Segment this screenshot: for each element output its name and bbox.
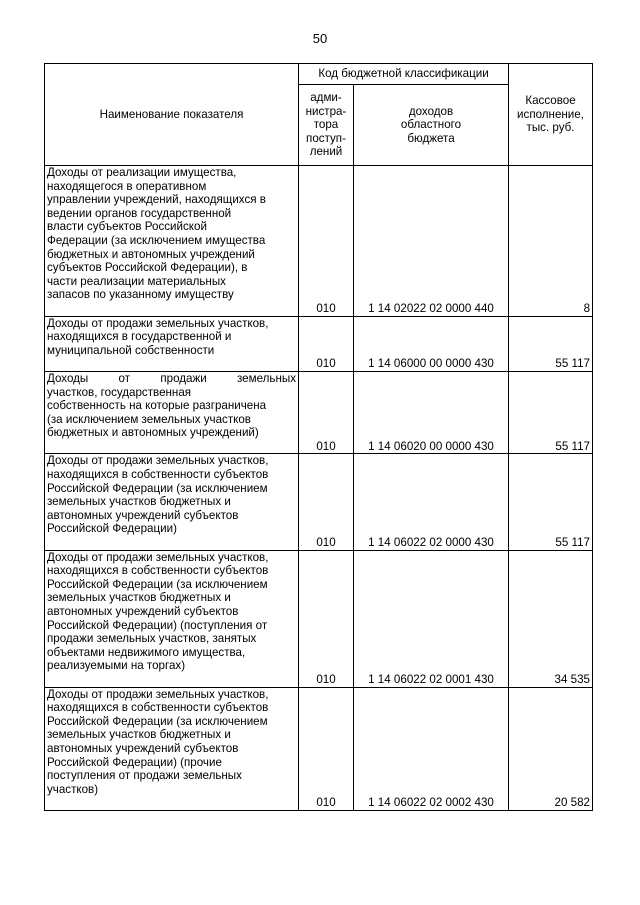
indicator-name-cell — [45, 550, 299, 687]
indicator-name-cell — [45, 371, 299, 454]
name-line: Доходы от продажи земельных участков, — [47, 316, 269, 330]
cash-amount-cell: 20 582 — [509, 687, 593, 810]
administrator-code-cell: 010 — [299, 316, 354, 371]
name-line: находящихся в собственности субъектов — [47, 564, 269, 578]
header-cash-execution — [509, 64, 593, 166]
name-line: Доходы от продажи земельных участков, — [47, 550, 269, 564]
name-line: части реализации материальных — [47, 274, 226, 288]
name-line: ведении органов государственной — [47, 206, 232, 220]
budget-code-cell: 1 14 06000 00 0000 430 — [354, 316, 509, 371]
header-cash-line: тыс. руб. — [526, 121, 575, 135]
header-income-line: областного — [400, 118, 462, 132]
administrator-code-cell: 010 — [299, 454, 354, 550]
budget-table — [44, 63, 593, 811]
header-cash-line: исполнение, — [517, 107, 584, 121]
budget-code-cell: 1 14 02022 02 0000 440 — [354, 166, 509, 317]
name-line-spacer — [47, 536, 296, 550]
name-line: участков, государственная — [47, 385, 192, 399]
cash-amount-cell: 34 535 — [509, 550, 593, 687]
administrator-code-cell: 010 — [299, 550, 354, 687]
name-line: Российской Федерации (за исключением — [47, 577, 268, 591]
name-line: участков) — [47, 782, 99, 796]
header-admin-line: лений — [309, 145, 343, 159]
name-line: автономных учреждений субъектов — [47, 508, 239, 522]
header-admin-line: адми- — [310, 91, 342, 105]
table-row — [45, 687, 593, 810]
name-line: автономных учреждений субъектов — [47, 605, 239, 618]
name-line: реализуемыми на торгах) — [47, 659, 186, 673]
name-line-spacer — [47, 357, 296, 371]
budget-code-cell: 1 14 06022 02 0001 430 — [354, 550, 509, 687]
name-line: Федерации (за исключением имущества — [47, 233, 266, 247]
table-row — [45, 316, 593, 371]
name-line-spacer — [47, 440, 296, 454]
name-line: автономных учреждений субъектов — [47, 741, 239, 755]
name-line: объектами недвижимого имущества, — [47, 645, 246, 659]
name-line-spacer — [47, 796, 296, 810]
name-line: Доходы от реализации имущества, — [47, 166, 237, 179]
page-number: 50 — [312, 31, 328, 46]
indicator-name-cell — [45, 454, 299, 550]
name-line: Российской Федерации (за исключением — [47, 714, 268, 728]
name-line-spacer — [47, 673, 296, 687]
header-income-line: бюджета — [407, 131, 455, 145]
header-classification-code: Код бюджетной классификации — [299, 64, 509, 85]
name-line: находящихся в собственности субъектов — [47, 468, 269, 482]
budget-code-cell: 1 14 06020 00 0000 430 — [354, 371, 509, 454]
header-indicator-name: Наименование показателя — [45, 64, 299, 166]
name-line: власти субъектов Российской — [47, 220, 207, 234]
name-line-spacer — [47, 302, 296, 316]
administrator-code-cell: 010 — [299, 371, 354, 454]
name-line: муниципальной собственности — [47, 343, 215, 357]
header-cash-line: Кассовое — [525, 94, 576, 108]
name-line: земельных участков бюджетных и — [47, 591, 231, 605]
indicator-name-cell — [45, 316, 299, 371]
budget-code-cell: 1 14 06022 02 0000 430 — [354, 454, 509, 550]
cash-amount-cell: 8 — [509, 166, 593, 317]
budget-code-cell: 1 14 06022 02 0002 430 — [354, 687, 509, 810]
header-admin-line: нистра- — [305, 104, 347, 118]
name-line: Доходы от продажи земельных участков, — [47, 454, 269, 468]
table-row — [45, 166, 593, 317]
name-line: Российской Федерации) — [47, 522, 177, 536]
name-line: собственность на которые разграничена — [47, 399, 267, 413]
name-line: Российской Федерации) (поступления от — [47, 618, 268, 632]
name-line: Доходы от продажи земельных участков, — [47, 687, 269, 701]
table-row — [45, 371, 593, 454]
name-line: находящихся в государственной и — [47, 330, 232, 344]
cash-amount-cell: 55 117 — [509, 371, 593, 454]
name-line: (за исключением земельных участков — [47, 412, 251, 426]
cash-amount-cell: 55 117 — [509, 454, 593, 550]
header-row-1 — [45, 64, 593, 85]
name-line: Доходы от продажи земельных — [47, 371, 296, 385]
name-line: запасов по указанному имуществу — [47, 288, 234, 302]
administrator-code-cell: 010 — [299, 166, 354, 317]
name-line: находящихся в собственности субъектов — [47, 701, 269, 715]
header-income-line: доходов — [408, 104, 454, 118]
header-regional-income — [354, 85, 509, 166]
name-line: управлении учреждений, находящихся в — [47, 193, 266, 207]
name-line: земельных участков бюджетных и — [47, 495, 231, 509]
name-line: Российской Федерации (за исключением — [47, 481, 268, 495]
indicator-name-cell — [45, 687, 299, 810]
name-line: бюджетных и автономных учреждений — [47, 247, 255, 261]
name-line: Российской Федерации) (прочие — [47, 755, 222, 769]
header-admin-line: поступ- — [306, 131, 346, 145]
name-line: субъектов Российской Федерации), в — [47, 261, 248, 275]
header-administrator — [299, 85, 354, 166]
name-line: бюджетных и автономных учреждений) — [47, 426, 259, 440]
name-line: находящегося в оперативном — [47, 179, 207, 193]
administrator-code-cell: 010 — [299, 687, 354, 810]
name-line: поступления от продажи земельных — [47, 769, 242, 783]
name-line: земельных участков бюджетных и — [47, 728, 231, 742]
cash-amount-cell: 55 117 — [509, 316, 593, 371]
header-admin-line: тора — [313, 118, 339, 132]
name-line: продажи земельных участков, занятых — [47, 632, 257, 646]
indicator-name-cell — [45, 166, 299, 317]
table-row — [45, 550, 593, 687]
table-row — [45, 454, 593, 550]
